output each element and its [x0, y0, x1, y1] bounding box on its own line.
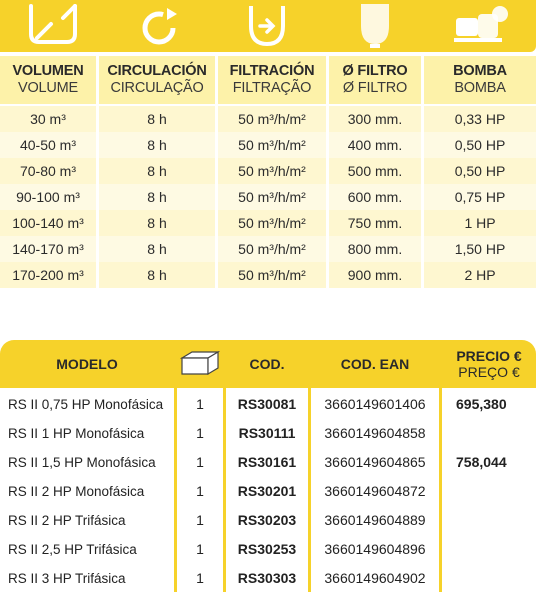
- spec-circulacion: 8 h: [99, 158, 215, 184]
- qty-value: 1: [177, 478, 223, 505]
- spec-bomba: 0,50 HP: [424, 132, 536, 158]
- qty-value: 1: [177, 507, 223, 534]
- table-row: [0, 565, 536, 594]
- header-cod-label: COD.: [249, 356, 285, 372]
- table-row: [0, 420, 536, 449]
- code-value: RS30111: [226, 420, 308, 447]
- header-volumen-es: VOLUMEN: [12, 63, 84, 79]
- spec-filtro: 800 mm.: [329, 236, 421, 262]
- table-row: [0, 478, 536, 507]
- filter-tank-icon: [214, 0, 320, 52]
- circulation-icon: [106, 0, 212, 52]
- spec-bomba: 2 HP: [424, 262, 536, 288]
- ean-value: 3660149601406: [311, 391, 439, 418]
- spec-bomba: 0,50 HP: [424, 158, 536, 184]
- code-value: RS30303: [226, 565, 308, 592]
- spec-row: [0, 184, 536, 210]
- code-value: RS30201: [226, 478, 308, 505]
- spec-circulacion: 8 h: [99, 262, 215, 288]
- header-filtracion: [218, 56, 326, 104]
- header-precio-pt: PREÇO €: [458, 364, 520, 380]
- spec-filtracion: 50 m³/h/m²: [218, 236, 326, 262]
- specs-table: [0, 0, 536, 292]
- model-name: RS II 0,75 HP Monofásica: [0, 391, 174, 418]
- spec-circulacion: 8 h: [99, 236, 215, 262]
- table-row: [0, 507, 536, 536]
- header-circulacion-pt: CIRCULAÇÃO: [110, 80, 204, 96]
- header-volumen: [0, 56, 96, 104]
- header-volumen-pt: VOLUME: [17, 80, 79, 96]
- spec-row: [0, 236, 536, 262]
- header-modelo: [0, 340, 174, 388]
- spec-volumen: 170-200 m³: [0, 262, 96, 288]
- spec-bomba: 0,75 HP: [424, 184, 536, 210]
- pool-icon: [0, 0, 106, 52]
- spec-volumen: 40-50 m³: [0, 132, 96, 158]
- qty-value: 1: [177, 449, 223, 476]
- spec-row: [0, 106, 536, 132]
- header-filtro: [329, 56, 421, 104]
- spec-bomba: 1,50 HP: [424, 236, 536, 262]
- spec-filtracion: 50 m³/h/m²: [218, 184, 326, 210]
- spec-row: [0, 210, 536, 236]
- ean-value: 3660149604865: [311, 449, 439, 476]
- qty-value: 1: [177, 565, 223, 592]
- spec-filtro: 300 mm.: [329, 106, 421, 132]
- model-name: RS II 1,5 HP Monofásica: [0, 449, 174, 476]
- header-bomba-es: BOMBA: [453, 63, 507, 79]
- spec-volumen: 70-80 m³: [0, 158, 96, 184]
- code-value: RS30253: [226, 536, 308, 563]
- model-name: RS II 3 HP Trifásica: [0, 565, 174, 592]
- ean-value: 3660149604858: [311, 420, 439, 447]
- model-name: RS II 2 HP Monofásica: [0, 478, 174, 505]
- header-cod: [226, 340, 308, 388]
- price-value: [442, 536, 536, 563]
- spec-volumen: 30 m³: [0, 106, 96, 132]
- price-value: [442, 507, 536, 534]
- header-cod-ean: [311, 340, 439, 388]
- spec-filtracion: 50 m³/h/m²: [218, 106, 326, 132]
- pump-icon: [428, 0, 534, 52]
- spec-circulacion: 8 h: [99, 106, 215, 132]
- model-name: RS II 2 HP Trifásica: [0, 507, 174, 534]
- products-table: [0, 340, 536, 592]
- ean-value: 3660149604902: [311, 565, 439, 592]
- qty-value: 1: [177, 420, 223, 447]
- header-modelo-label: MODELO: [56, 356, 118, 372]
- spec-filtracion: 50 m³/h/m²: [218, 262, 326, 288]
- spec-volumen: 100-140 m³: [0, 210, 96, 236]
- icon-band: [0, 0, 536, 52]
- code-value: RS30161: [226, 449, 308, 476]
- spec-volumen: 90-100 m³: [0, 184, 96, 210]
- code-value: RS30203: [226, 507, 308, 534]
- model-name: RS II 2,5 HP Trifásica: [0, 536, 174, 563]
- spec-filtracion: 50 m³/h/m²: [218, 210, 326, 236]
- table-row: [0, 391, 536, 420]
- header-bomba: [424, 56, 536, 104]
- price-value: [442, 478, 536, 505]
- spec-column-headers: [0, 56, 536, 104]
- filter-diameter-icon: [322, 0, 428, 52]
- header-circulacion-es: CIRCULACIÓN: [107, 63, 207, 79]
- ean-value: 3660149604889: [311, 507, 439, 534]
- spec-filtro: 400 mm.: [329, 132, 421, 158]
- price-value: 758,044: [442, 449, 536, 476]
- spec-volumen: 140-170 m³: [0, 236, 96, 262]
- spec-filtro: 500 mm.: [329, 158, 421, 184]
- spec-circulacion: 8 h: [99, 132, 215, 158]
- spec-filtracion: 50 m³/h/m²: [218, 158, 326, 184]
- price-value: 695,380: [442, 391, 536, 418]
- header-precio: [442, 340, 536, 388]
- spec-row: [0, 158, 536, 184]
- table-row: [0, 536, 536, 565]
- header-qty: [177, 340, 223, 388]
- header-precio-es: PRECIO €: [456, 348, 522, 364]
- header-circulacion: [99, 56, 215, 104]
- ean-value: 3660149604896: [311, 536, 439, 563]
- header-bomba-pt: BOMBA: [454, 80, 506, 96]
- price-value: [442, 420, 536, 447]
- price-value: [442, 565, 536, 592]
- spec-bomba: 1 HP: [424, 210, 536, 236]
- spec-bomba: 0,33 HP: [424, 106, 536, 132]
- header-filtro-es: Ø FILTRO: [342, 63, 408, 79]
- header-cod-ean-label: COD. EAN: [340, 356, 410, 372]
- qty-value: 1: [177, 391, 223, 418]
- spec-filtro: 900 mm.: [329, 262, 421, 288]
- header-filtracion-es: FILTRACIÓN: [229, 63, 315, 79]
- header-filtracion-pt: FILTRAÇÃO: [232, 80, 312, 96]
- qty-value: 1: [177, 536, 223, 563]
- spec-row: [0, 262, 536, 288]
- box-icon: [180, 350, 220, 379]
- header-filtro-pt: Ø FILTRO: [342, 80, 408, 96]
- spec-circulacion: 8 h: [99, 184, 215, 210]
- code-value: RS30081: [226, 391, 308, 418]
- spec-filtro: 600 mm.: [329, 184, 421, 210]
- ean-value: 3660149604872: [311, 478, 439, 505]
- spec-filtracion: 50 m³/h/m²: [218, 132, 326, 158]
- spec-circulacion: 8 h: [99, 210, 215, 236]
- model-name: RS II 1 HP Monofásica: [0, 420, 174, 447]
- spec-filtro: 750 mm.: [329, 210, 421, 236]
- spec-row: [0, 132, 536, 158]
- table-row: [0, 449, 536, 478]
